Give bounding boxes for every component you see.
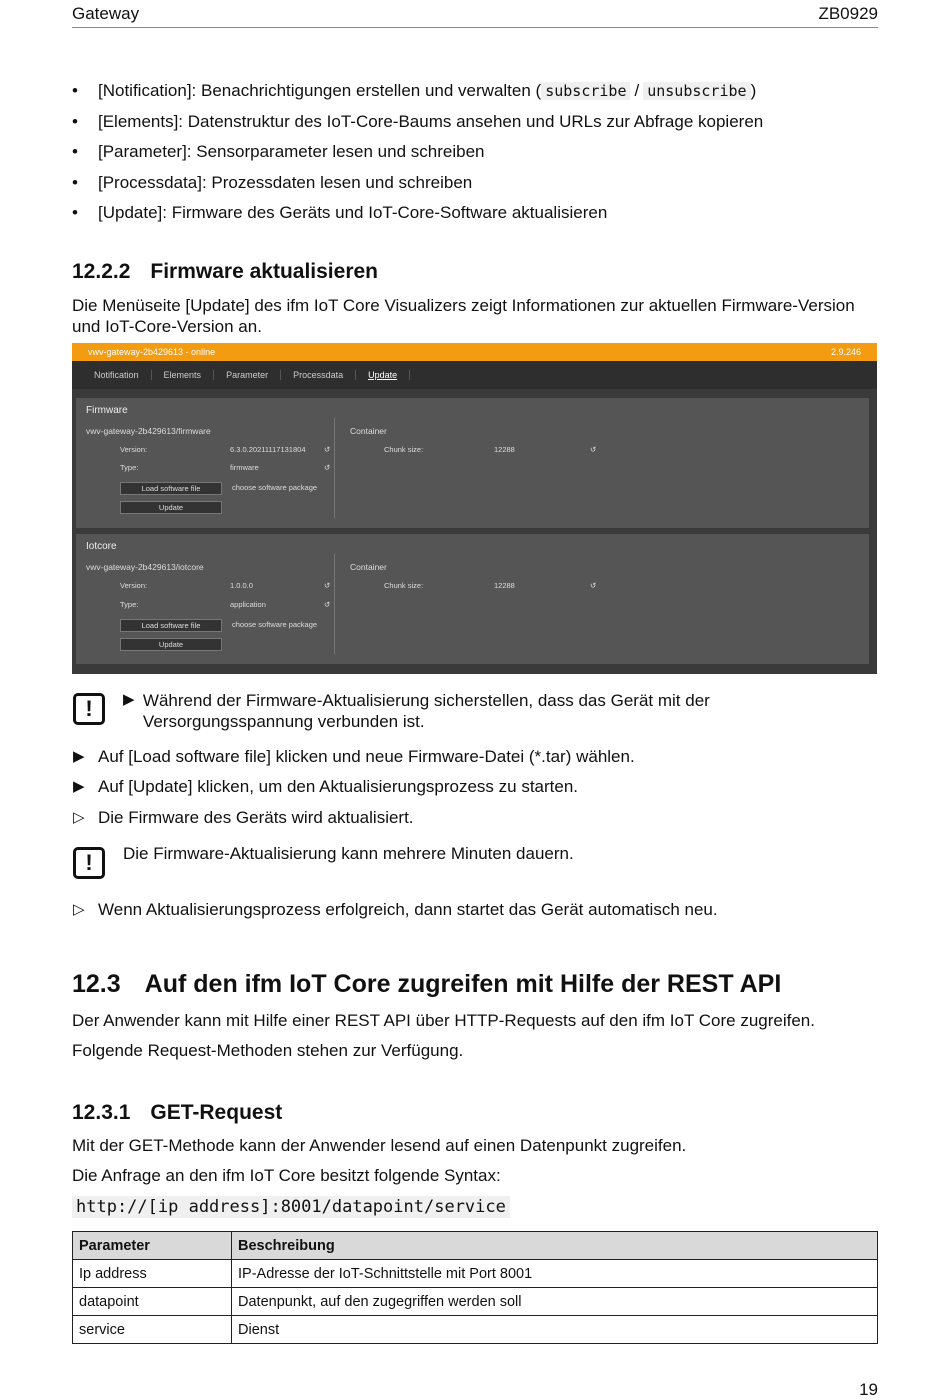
list-item: • [Processdata]: Prozessdaten lesen und schreiben [72,172,473,192]
warning-note: ▶ Während der Firmware-Aktualisierung sicherstellen, dass das Gerät mit der Versorgungsspannung verbunden ist. [123,691,710,731]
refresh-icon: ↺ [590,445,597,454]
result-step: ▷ Die Firmware des Geräts wird aktualisiert. [73,808,414,827]
step-arrow-icon: ▶ [73,778,85,795]
tab-elements: Elements [152,370,215,380]
parameter-table [72,1231,878,1344]
panel-divider [334,554,335,654]
header-rule [72,27,878,28]
table-header-row: Parameter Beschreibung [73,1232,878,1260]
load-software-button: Load software file [120,619,222,632]
running-header-left: Gateway [72,4,140,23]
tab-parameter: Parameter [214,370,281,380]
update-page-screenshot [72,343,877,674]
instruction-step: ▶ Auf [Load software file] klicken und neue Firmware-Datei (*.tar) wählen. [73,747,635,766]
warning-note: Die Firmware-Aktualisierung kann mehrere Minuten dauern. [123,844,574,863]
tab-notification: Notification [82,370,152,380]
section-heading-12-3: 12.3 Auf den ifm IoT Core zugreifen mit Hilfe der REST API [72,970,782,998]
warning-icon: ! [73,693,105,725]
paragraph: Der Anwender kann mit Hilfe einer REST API über HTTP-Requests auf den ifm IoT Core zugreifen. [72,1011,815,1030]
panel-divider [334,418,335,518]
instruction-step: ▶ Auf [Update] klicken, um den Aktualisierungsprozess zu starten. [73,777,579,796]
refresh-icon: ↺ [324,600,331,609]
load-software-button: Load software file [120,482,222,495]
update-button: Update [120,638,222,651]
list-item: • [Notification]: Benachrichtigungen erstellen und verwalten ( subscribe / unsubscribe ) [72,81,757,101]
update-button: Update [120,501,222,514]
paragraph: Folgende Request-Methoden stehen zur Verfügung. [72,1041,464,1060]
refresh-icon: ↺ [324,445,331,454]
page-number: 19 [859,1380,878,1399]
screenshot-tab-bar [72,361,877,389]
screenshot-title-bar: vwv-gateway-2b429613 - online 2.9.246 [72,343,877,361]
paragraph: Mit der GET-Methode kann der Anwender lesend auf einen Datenpunkt zugreifen. [72,1136,687,1155]
list-item: • [Elements]: Datenstruktur des IoT-Core-Baums ansehen und URLs zur Abfrage kopieren [72,111,764,131]
table-row: datapoint Datenpunkt, auf den zugegriffen werden soll [73,1288,878,1316]
result-step: ▷ Wenn Aktualisierungsprozess erfolgreich, dann startet das Gerät automatisch neu. [73,900,718,919]
section-heading-12-2-2: 12.2.2 Firmware aktualisieren [72,260,378,283]
request-syntax: http://[ip address]:8001/datapoint/service [72,1196,510,1218]
step-arrow-icon: ▶ [73,748,85,765]
iotcore-panel: Iotcore vwv-gateway-2b429613/iotcore Version: 1.0.0.0 ↺ Type: application ↺ Load software file choose software package Update Container Chunk size: 12288 ↺ [76,534,869,664]
paragraph: Die Anfrage an den ifm IoT Core besitzt folgende Syntax: [72,1166,501,1185]
list-item: • [Update]: Firmware des Geräts und IoT-Core-Software aktualisieren [72,203,608,223]
refresh-icon: ↺ [324,463,331,472]
refresh-icon: ↺ [324,581,331,590]
table-row: Ip address IP-Adresse der IoT-Schnittstelle mit Port 8001 [73,1260,878,1288]
warning-icon: ! [73,847,105,879]
firmware-panel: Firmware vwv-gateway-2b429613/firmware Version: 6.3.0.20211117131804 ↺ Type: firmware ↺ Load software file choose software package Update Container Chunk size: 12288 ↺ [76,398,869,528]
refresh-icon: ↺ [590,581,597,590]
tab-processdata: Processdata [281,370,356,380]
running-header-right: ZB0929 [818,4,878,23]
list-item: • [Parameter]: Sensorparameter lesen und schreiben [72,142,485,162]
table-row: service Dienst [73,1316,878,1344]
section-text: Die Menüseite [Update] des ifm IoT Core Visualizers zeigt Informationen zur aktuellen Firmware-Version und IoT-Core-Version an. [72,296,855,336]
tab-description-list [72,76,878,229]
result-arrow-icon: ▷ [73,901,85,918]
result-arrow-icon: ▷ [73,809,85,826]
step-arrow-icon: ▶ [123,691,135,708]
tab-update: Update [356,370,410,380]
section-heading-12-3-1: 12.3.1 GET-Request [72,1101,283,1124]
